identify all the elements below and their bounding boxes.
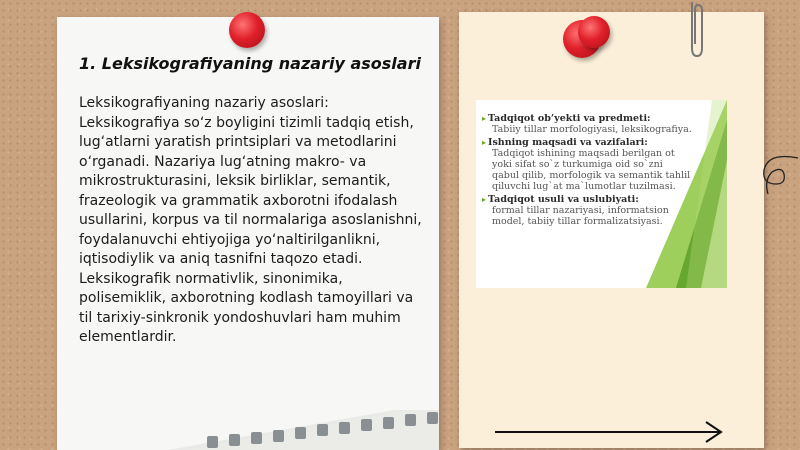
binder-holes (207, 410, 447, 446)
left-note-paper (57, 17, 439, 450)
arrow-right-icon (495, 418, 725, 448)
slide-bullet-body: Tabiiy tillar morfologiyasi, leksikografiya. (492, 124, 692, 135)
doodle-swirl-icon (758, 150, 800, 200)
note-heading: 1. Leksikografiyaning nazariy asoslari (79, 54, 421, 73)
slide-bullet-title: Ishning maqsadi va vazifalari: (488, 137, 648, 148)
triangle-bullet-icon: ▸ (482, 113, 487, 123)
slide-content (482, 111, 692, 229)
red-pushpin-icon (578, 16, 610, 48)
red-pushpin-icon (229, 12, 265, 48)
note-body-text: Leksikografiyaning nazariy asoslari: Leksikografiya so‘z boyligini tizimli tadqiq etish, lug‘atlarni yaratish printsiplari va metodlarini o‘rganadi. Nazariya lug‘atning makro- va mikrostrukturasini, leksik birliklar, semantik, frazeologik va grammatik axborotni ifodalash usullarini, korpus va til normalariga asoslanishni, foydalanuvchi ehtiyojiga yo‘naltirilganlikni, iqtisodiylik va aniq tasnifni taqozo etadi. Leksikografik normativlik, sinonimika, polisemiklik, axborotning kodlash tamoyillari va til tarixiy-sinkronik yondoshuvlari ham muhim elementlardir. (79, 95, 422, 345)
slide-bullet-2 (482, 137, 692, 148)
slide-bullet-body: formal tillar nazariyasi, informatsion model, tabiiy tillar formalizatsiyasi. (492, 205, 669, 227)
right-note-paper (459, 12, 764, 448)
slide-bullet-body: Tadqiqot ishining maqsadi berilgan ot yoki sifat so`z turkumiga oid so`zni qabul qilib, morfologik va semantik tahlil qiluvchi lug`at ma`lumotlar tuzilmasi. (492, 148, 691, 192)
slide-bullet-title: Tadqiqot usuli va uslubiyati: (488, 194, 639, 205)
triangle-bullet-icon: ▸ (482, 137, 487, 147)
slide-bullet-3 (482, 194, 692, 205)
triangle-bullet-icon: ▸ (482, 194, 487, 204)
slide-bullet-title: Tadqiqot ob’yekti va predmeti: (488, 113, 651, 124)
paperclip-icon (686, 0, 706, 60)
slide-image (476, 100, 727, 288)
slide-bullet-1 (482, 113, 692, 124)
